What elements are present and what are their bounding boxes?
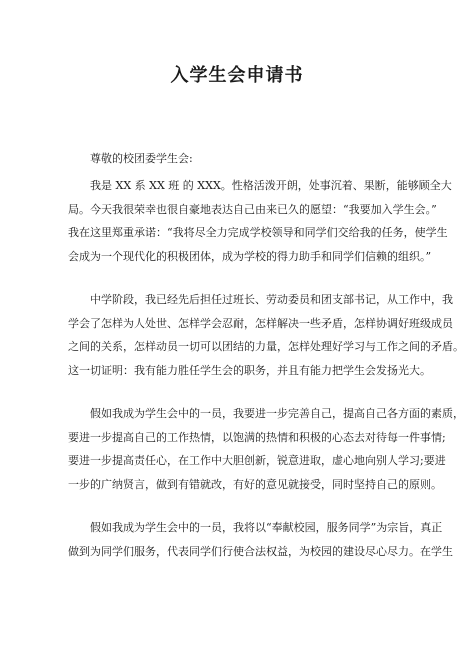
paragraph-4 [68,521,453,568]
paragraph-line: 我是 XX 系 XX 班 的 XXX。性格活泼开朗，处事沉着、果断，能够顾全大 [90,179,452,192]
paragraph-line: 之间的关系，怎样动员一切可以团结的力量，怎样处理好学习与工作之间的矛盾。 [68,340,464,353]
paragraph-line: 中学阶段，我已经先后担任过班长、劳动委员和团支部书记，从工作中，我 [90,293,453,306]
paragraph-line: 做到为同学们服务，代表同学们行使合法权益，为校园的建设尽心尽力。在学生 [68,544,453,558]
paragraph-line: 一步的广纳贤言，做到有错就改，有好的意见就接受，同时坚持自己的原则。 [68,477,442,491]
paragraph-line: 假如我成为学生会中的一员，我将以“奉献校园，服务同学”为宗旨，真正 [90,521,443,534]
paragraph-line: 这一切证明：我有能力胜任学生会的职务，并且有能力把学生会发扬光大。 [68,363,431,377]
paragraph-line: 要进一步提高责任心，在工作中大胆创新，锐意进取，虚心地向别人学习;要进 [68,454,446,467]
paragraph-2 [68,293,464,387]
salutation: 尊敬的校团委学生会: [90,152,193,165]
paragraph-line: 要进一步提高自己的工作热情，以饱满的热情和积极的心态去对待每一件事情; [68,430,446,444]
paragraph-3 [68,407,464,501]
paragraph-line: 会成为一个现代化的积极团体，成为学校的得力助手和同学们信赖的组织。” [68,249,432,263]
paragraph-1 [68,179,452,273]
paragraph-line: 我在这里郑重承诺：“我将尽全力完成学校领导和同学们交给我的任务，使学生 [68,226,448,239]
paragraph-line: 局。今天我很荣幸也很自豪地表达自己由来已久的愿望：“我要加入学生会。” [68,202,437,216]
paragraph-line: 假如我成为学生会中的一员，我要进一步完善自己，提高自己各方面的素质， [90,407,464,420]
document-title: 入学生会申请书 [170,65,304,86]
paragraph-line: 学会了怎样为人处世、怎样学会忍耐，怎样解决一些矛盾，怎样协调好班级成员 [68,316,453,330]
